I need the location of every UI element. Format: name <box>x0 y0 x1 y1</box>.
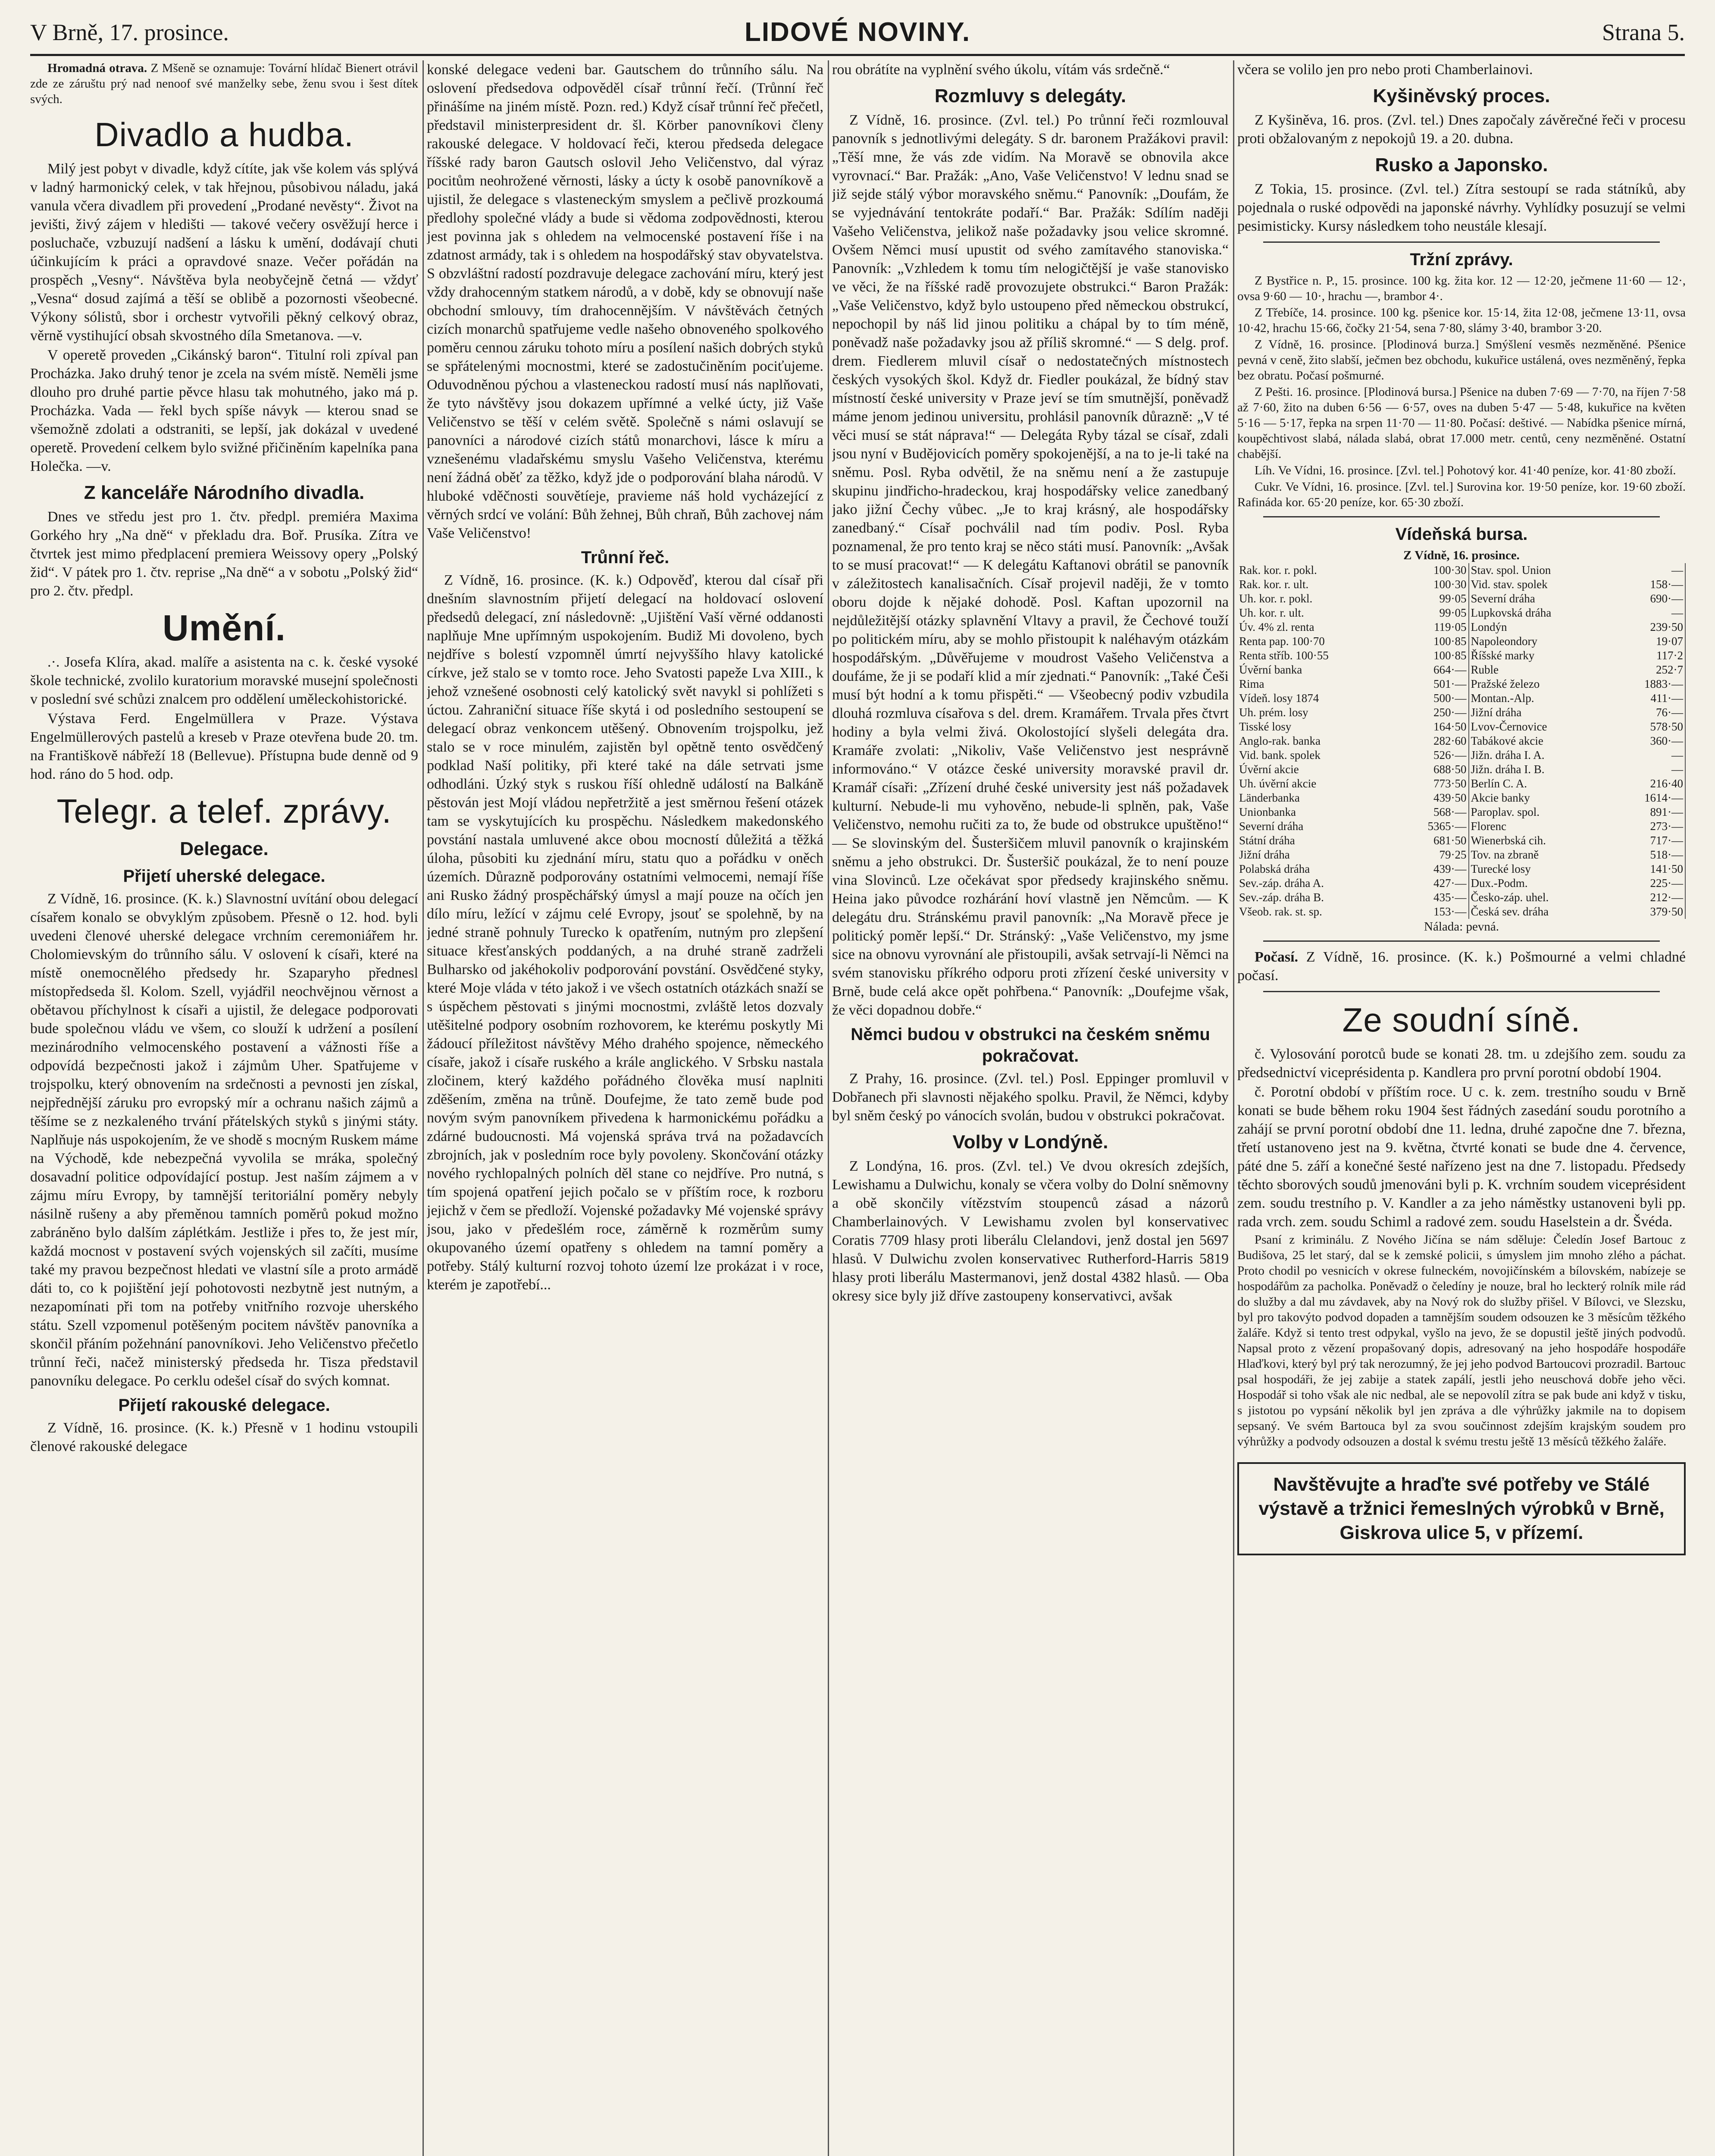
market-report: Z Bystřice n. P., 15. prosince. 100 kg. žita kor. 12 — 12·20, ječmene 11·60 — 12·, ovsa 9·60 — 10·, hrachu —, brambor 4·. <box>1237 274 1686 303</box>
bourse-security-name: Londýn <box>1471 620 1507 633</box>
bourse-quote: 681·50 <box>1396 834 1469 848</box>
bourse-row <box>1237 734 1685 748</box>
bourse-security-name: Unionbanka <box>1239 805 1296 818</box>
bourse-row <box>1237 791 1685 805</box>
art-paragraph-2: Výstava Ferd. Engelmüllera v Praze. Výstava Engelmüllerových pastelů a kreseb v Praze otevřena bude 20. tm. na Františkově nábřeží 18 (Bellevue). Přístupna bude denně od 9 hod. ráno do 5 hod. odp. <box>30 711 418 782</box>
masthead-title: LIDOVÉ NOVINY. <box>744 17 971 47</box>
austrian-delegation-text: Z Vídně, 16. prosince. (K. k.) Přesně v 1 hodinu vstoupili členové rakouské delegace <box>30 1420 418 1454</box>
bourse-quote: 501·— <box>1396 677 1469 691</box>
elections-continued: včera se volilo jen pro nebo proti Chamberlainovi. <box>1237 62 1533 78</box>
bourse-security-name: Severní dráha <box>1239 820 1304 833</box>
exhibition-advertisement: Navštěvujte a hraďte své potřeby ve Stálé výstavě a tržnici řemeslných výrobků v Brně, Giskrova ulice 5, v přízemí. <box>1237 1462 1686 1555</box>
market-reports <box>1237 273 1686 510</box>
delegation-continued: konské delegace vedeni bar. Gautschem do trůnního sálu. Na oslovení předsedova odpověděl císař trůnní řečí. (Trůnní řeč přinášíme na jiném místě. Pozn. red.) Když císař trůnní řeč přečetl, představil ministerpresident dr. šl. Körber panovníkovi členy rakouské delegace. V holdovací řeči, kterou předseda delegace říšské rady baron Gautsch oslovil Jeho Veličenstvo, dal výraz pocitům neohrožené věrnosti, lásky a úcty k osobě panovníkově a ujistil, že delegace s vlasteneckým smyslem a pečlivě prozkoumá předlohy společné vlády a bude si vědoma zodpovědnosti, kterou jest povinna jak s ohledem na velmocenské postavení říše i na zdatnost armády, tak i s ohledem na hospodářský stav obyvatelstva. S obzvláštní radostí pozdravuje delegace zachování míru, který jest vždy drahocenným statkem národů, a v době, kdy se obnovují naše obchodní smlouvy, tím drahocennějším. V návštěvách četných cizích monarchů spatřujeme vedle našeho obnoveného spolkového poměru cennou záruku tohoto míru a posílení našich dobrých styků se spřátelenými mocnostmi, které se zadostučiněním pociťujeme. Oduvodněnou pýchou a vlasteneckou radostí musí nás naplňovati, že tyto návštěvy jsou dokazem upřímné a velké úcty, již Vaše Veličenstvo se těší v celém světě. Společně s námi oslavují se panovníci a národové cizích států monarchovi, lásce k míru a vznešenému vladařskému smyslu Vašeho Veličenstva, kterému není žádná oběť za těžko, když jde o podporování blaha národů. V hluboké vděčnosti souvětíeje, pravieme náš hold vycházející z věrných srdcí ve volání: Bůh žehnej, Bůh chraň, Bůh zachovej nám Vaše Veličenstvo! <box>427 62 823 541</box>
bourse-quote: 225·— <box>1612 876 1685 890</box>
bourse-security-name: Česko-záp. uhel. <box>1471 891 1549 904</box>
court-paragraph-2: č. Porotní období v příštím roce. U c. k. zem. trestního soudu v Brně konati se bude během roku 1904 šest řádných zasedání soudu porotního a zahájí se první porotní období dne 11. ledna, druhé započne dne 7. března, třetí ustanoveno jest na 9. května, čtvrté konati se bude dne 4. července, páté dne 5. září a konečné šesté nařízeno jest na dne 7. listopadu. Předsedy těchto sborových soudů jmenováni byli p. K. vrchním soudem viceprésident zem. soudu trestního p. V. Kandler a za jeho náměstky ustanoveni byli pp. rada vrch. zem. soudu Schiml a radové zem. soudu Haselstein a dr. Švéda. <box>1237 1084 1686 1230</box>
bourse-row <box>1237 805 1685 819</box>
bourse-quote: 117·2 <box>1612 649 1685 663</box>
header-rule <box>30 54 1685 56</box>
bourse-quote: 1883·— <box>1612 677 1685 691</box>
bourse-quote: 100·85 <box>1396 649 1469 663</box>
bourse-quote: 158·— <box>1612 577 1685 592</box>
bourse-row <box>1237 705 1685 720</box>
bourse-security-name: Tisské losy <box>1239 720 1292 733</box>
market-report: Z Pešti. 16. prosince. [Plodinová bursa.] Pšenice na duben 7·69 — 7·70, na říjen 7·58 až 7·60, žito na duben 6·56 — 6·57, oves na duben 5·47 — 5·48, kukuřice na květen 5·16 — 5·17, řepka na srpen 11·70 — 11·80. Počasí: deštivé. — Nabídka pšenice mírná, koupěchtivost slabá, nálada slabá, obrat 17.000 metr. centů, ceny nezměněné. Ostatní chabější. <box>1237 385 1686 461</box>
bourse-quote: 717·— <box>1612 834 1685 848</box>
bourse-security-name: Wienerbská cih. <box>1471 834 1546 847</box>
bourse-security-name: Renta stříb. 100·55 <box>1239 649 1329 662</box>
theatre-heading: Divadlo a hudba. <box>94 116 354 154</box>
bourse-security-name: Jižn. dráha I. A. <box>1471 749 1545 761</box>
kishinev-text: Z Kyšiněva, 16. pros. (Zvl. tel.) Dnes započaly závěrečné řeči v procesu proti obžalovaným z nepokojů 19. a 20. dubna. <box>1237 112 1686 147</box>
bourse-heading: Vídeňská bursa. <box>1395 525 1528 544</box>
bourse-quote: 518·— <box>1612 848 1685 862</box>
bourse-quote: 1614·— <box>1612 791 1685 805</box>
bourse-row <box>1237 606 1685 620</box>
bourse-row <box>1237 848 1685 862</box>
bourse-quote: 5365·— <box>1396 819 1469 834</box>
bourse-row <box>1237 819 1685 834</box>
column-4 <box>1237 60 1686 2156</box>
bourse-security-name: Lupkovská dráha <box>1471 606 1552 619</box>
bourse-security-name: Říšské marky <box>1471 649 1535 662</box>
section-divider <box>1263 991 1660 992</box>
bourse-quote: 891·— <box>1612 805 1685 819</box>
poison-lead: Hromadná otrava. <box>47 61 147 75</box>
bourse-row <box>1237 663 1685 677</box>
court-paragraph-3: Psaní z kriminálu. Z Nového Jičína se nám sděluje: Čeledín Josef Bartouc z Budišova, 25 let starý, dal se k zemské policii, s úmyslem jim mnoho zlého a páchat. Proto chodil po vesnicích v okrese fulneckém, novojičínském a bílovském, nabízeje se hospodářům za pacholka. Poněvadž o čeledíny je nouze, bral ho leckterý rolník mile rád do služby a dal mu závdavek, aby na Nový rok do služby přišel. V Bílovci, ve Slezsku, byl pro takovýto podvod dopaden a tamnějším soudem odsouzen ke 3 měsícům těžkého žaláře. Když si tento trest odpykal, vyšlo na jevo, že se dopustil ještě jiných podvodů. Napsal proto z vězení propašovaný dopis, adresovaný na jeho hospodáře hospodáře Hlaďkovi, který byl prý tak nerozumný, že jej jeho podvod Bartoucovi prozradil. Bartouc psal hospodáři, že jej zabije a statek zapálí, jestli jeho neuschová dobře jeho věci. Hospodář si toho však ale nic nedbal, ale se nepovolíl zítra se pak bude ani když v tisku, s jistotou po vypsání několik byl jen zpráva a dle výhrůžky jakmile na to dopisem sepsaný. Ve svém Bartouca byl za svou součinnost zdejším krajským soudem pro výhrůžky a podvody odsouzen a dostal k svému trestu ještě 13 měsíců těžkého žaláře. <box>1237 1233 1686 1448</box>
bourse-quote: 568·— <box>1396 805 1469 819</box>
bourse-security-name: Rima <box>1239 677 1264 690</box>
bourse-quote: 100·30 <box>1396 563 1469 577</box>
bourse-security-name: Berlín C. A. <box>1471 777 1527 790</box>
obstruction-text: Z Prahy, 16. prosince. (Zvl. tel.) Posl. Eppinger promluvil v Dobřanech při slavnosti nějakého spolku. Pravil, že Němci, kdyby byl sněm český po vánocích svolán, budou v obstrukci pokračovat. <box>832 1071 1229 1124</box>
header-place-date: V Brně, 17. prosince. <box>30 19 229 45</box>
bourse-security-name: Úv. 4% zl. renta <box>1239 620 1314 633</box>
column-rule <box>828 60 829 2156</box>
bourse-quote: 379·50 <box>1612 905 1685 919</box>
bourse-row <box>1237 620 1685 634</box>
bourse-security-name: Napoleondory <box>1471 635 1538 648</box>
bourse-quote: 76·— <box>1612 705 1685 720</box>
bourse-quote: 141·50 <box>1612 862 1685 876</box>
kishinev-heading: Kyšiněvský proces. <box>1373 85 1550 107</box>
bourse-security-name: Rak. kor. r. ult. <box>1239 578 1309 591</box>
austrian-delegation-heading: Přijetí rakouské delegace. <box>118 1396 330 1415</box>
bourse-security-name: Uh. kor. r. pokl. <box>1239 592 1313 605</box>
market-report: Z Třebíče, 14. prosince. 100 kg. pšenice kor. 15·14, žita 12·08, ječmene 13·11, ovsa 10·42, hrachu 15·66, čočky 21·54, sena 7·80, slámy 3·40, brambor 3·20. <box>1237 306 1686 335</box>
bourse-table <box>1237 563 1686 919</box>
weather-lead: Počasí. <box>1255 949 1299 965</box>
bourse-security-name: Anglo-rak. banka <box>1239 734 1321 747</box>
column-1 <box>30 60 418 2156</box>
bourse-row <box>1237 748 1685 762</box>
art-paragraph-1: .·. Josefa Klíra, akad. malíře a asistenta na c. k. české vysoké škole technické, zvolilo kuratorium moravské musejní společnosti v poslední své schůzi znalcem pro oddělení uměleckohistorické. <box>30 654 418 707</box>
bourse-security-name: Polabská dráha <box>1239 862 1310 875</box>
obstruction-heading: Němci budou v obstrukci na českém sněmu pokračovat. <box>851 1025 1210 1065</box>
bourse-quote: 273·— <box>1612 819 1685 834</box>
bourse-security-name: Ruble <box>1471 663 1499 676</box>
market-heading: Tržní zprávy. <box>1410 250 1513 269</box>
bourse-security-name: Tabákové akcie <box>1471 734 1543 747</box>
bourse-quote: 435·— <box>1396 890 1469 905</box>
bourse-security-name: Vid. bank. spolek <box>1239 749 1321 761</box>
bourse-security-name: Vídeň. losy 1874 <box>1239 692 1319 705</box>
bourse-dateline: Z Vídně, 16. prosince. <box>1403 548 1520 562</box>
bourse-quote: — <box>1612 606 1685 620</box>
bourse-quote: 282·60 <box>1396 734 1469 748</box>
theatre-office-text: Dnes ve středu jest pro 1. čtv. předpl. premiéra Maxima Gorkého hry „Na dně“ v překladu dra. Boř. Prusíka. Zítra ve čtvrtek jest mimo předplacení premiera Weissovy opery „Polský žid“. V pátek pro 1. čtv. reprise „Na dně“ a v sobotu „Polský žid“ pro 2. čtv. předpl. <box>30 509 418 599</box>
bourse-security-name: Severní dráha <box>1471 592 1535 605</box>
bourse-security-name: Všeob. rak. st. sp. <box>1239 905 1322 918</box>
bourse-security-name: Renta pap. 100·70 <box>1239 635 1325 648</box>
bourse-security-name: Jižní dráha <box>1239 848 1290 861</box>
bourse-security-name: Vid. stav. spolek <box>1471 578 1548 591</box>
theatre-paragraph-1: Milý jest pobyt v divadle, když cítíte, jak vše kolem vás splývá v ladný harmonický celek, v tak hřejnou, působivou náladu, jaká vanula včera divadlem při provedení „Prodané nevěsty“. Život na jevišti, živý zájem v hledišti — takové večery osvěžují herce i posluchače, vzbuzují nadšení a lásku k umění, dodávají chuti účinkujícím k práci a opravdové snaze. Večer pořádán na prospěch „Vesny“. Návštěva byla neobyčejně četná — vždyť „Vesna“ dosud zajímá a těší se oblibě a pozornosti všeobecné. Výkony sólistů, sbor i orchestr vytvořili pěkný celkový obraz, věrně vystihující obsah skvostného díla Smetanova. —v. <box>30 161 418 344</box>
bourse-security-name: Lvov-Černovice <box>1471 720 1547 733</box>
bourse-row <box>1237 634 1685 649</box>
bourse-row <box>1237 649 1685 663</box>
bourse-quote: 100·85 <box>1396 634 1469 649</box>
bourse-row <box>1237 762 1685 777</box>
market-report: Z Vídně, 16. prosince. [Plodinová burza.] Smýšlení vesměs nezměněné. Pšenice pevná v ceně, žito slabší, ječmen bez obchodu, kukuřice ustálená, oves nezměněný, řepka bez obratu. Počasí pošmurné. <box>1237 338 1686 382</box>
throne-speech-text: Z Vídně, 16. prosince. (K. k.) Odpověď, kterou dal císař při dnešním slavnostním přijetí delegací na holdovací oslovení předsedů delegací, zní následovně: „Ujištění Vaší věrné oddanosti naplňuje Mne upřímným uspokojením. Budiž Mi dovoleno, bych nejdříve s bolestí vzpomněl úmrtí nejvyššího hlavy katolické církve, jež stalo se v tomto roce. Jeho Svatosti papeže Lva XIII., k jehož vznešené osobnosti celý katolický svět navykl si pohlížeti s úctou. Zahraniční situace říše skytá i od posledního sestoupení se delegací obraz venkoncem utěšený. Obnovením trojspolku, jež stalo se v roce minulém, zajistěn byl opětně tento osvědčený podklad Naší politiky, při které také na dále setrvati jsme odhodláni. Úzký styk s ruskou říší ohledně událostí na Balkáně pěstován jest Mojí vládou nepřetržitě a jest směrnou řešení otázek tam se vyskytujících ku prospěchu. Následkem makedonského povstání nastala umluvené akce obou mocností důležitá a těžká úloha, působiti ku zjednání míru, statu quo a pořádku v oněch územích. Důrazně podporovány ostatními velmocemi, nemají říše ani Rusko žádný prospěchářský úmysl a mají pouze na očích jen dílo míru, ležící v zájmu celé Evropy, jsouť se spolehně, by na jedné straně pohnuly Turecko k opatřením, nutným pro zlepšení situace křesťanských poddaných, a na druhé straně zadrželi Bulharsko od jakéhokoliv podporování povstání. Osvědčené styky, které Moje vláda v této jakož i ve všech ostatních otázkách snaží se s úspěchem pěstovati s jinými mocnostmi, zvláště letos dozvaly utěšitelné podpory osobním rozhovorem, ke kterému poskytly Mi žádoucí příležitost návštěvy Mého drahého spojence, německého císaře, jakož i císaře ruského a krále anglického. V Srbsku nastala zločinem, který každého pořádného člověka musí naplniti zděšením, změna na trůně. Doufejme, že tato země bude pod novým svým panovníkem přivedena k harmonickému pořádku a zdárné budoucnosti. Má vojenská správa trvá na požadavcích zbrojních, jak v posledním roce byly povoleny. Skončování otázky nového rychlopalných polních děl stane co nejdříve. Pro nutná, s tím spojená opatření jejich počalo se v příštím roce, k rozboru jejichž v čem se předloží. Vojenské požadavky Mé vojenské správy jsou, jako v předešlém roce, záměrně k rozměrům sumy okupovaného území opatřeny s ohledem na tamní poměry a potřeby. Stálý kulturní rozvoj tohoto území lze prokázat i v roce, kterém je zapotřebí... <box>427 572 823 1293</box>
market-report: Líh. Ve Vídni, 16. prosince. [Zvl. tel.] Pohotový kor. 41·40 peníze, kor. 41·80 zboží. <box>1255 464 1676 477</box>
bourse-quote: 216·40 <box>1612 777 1685 791</box>
bourse-security-name: Česká sev. dráha <box>1471 905 1549 918</box>
bourse-row <box>1237 592 1685 606</box>
delegation-heading: Delegace. <box>180 838 269 859</box>
bourse-security-name: Sev.-záp. dráha B. <box>1239 891 1324 904</box>
market-report: Cukr. Ve Vídni, 16. prosince. [Zvl. tel.] Surovina kor. 19·50 peníze, kor. 19·60 zboží. Rafináda kor. 65·20 peníze, kor. 65·30 zboží. <box>1237 480 1686 509</box>
bourse-security-name: Jižní dráha <box>1471 706 1522 719</box>
bourse-row <box>1237 577 1685 592</box>
bourse-security-name: Akcie banky <box>1471 791 1530 804</box>
weather-text: Z Vídně, 16. prosince. (K. k.) Pošmourné a velmi chladné počasí. <box>1237 949 1686 984</box>
bourse-row <box>1237 777 1685 791</box>
hungarian-delegation-text: Z Vídně, 16. prosince. (K. k.) Slavnostní uvítání obou delegací císařem konalo se obvyklým způsobem. Přesně o 12. hod. byli uvedeni členové uherské delegace vrchním ceremoniářem hr. Cholomievským do trůnního sálu. V oslovení k císaři, které na místě onemocnělého předsedy hr. Szaparyho přednesl místopředseda šl. Kolom. Szell, vyjádřil neochvějnou věrnost a obětavou příchylnost k císaři a ujistil, že delegace podporovati bude společnou vládu ve všem, co slouží k udržení a posílení mezinárodního velmocenského postavení a vážnosti říše a odpovídá bezpečnosti jakož i zájmům Uher. Spatřujeme v trojspolku, který obnovením na srdečnosti a pevnosti jen získal, nejpřednější záruku pro evropský mír a ochranu našich zájmů a těšíme se z nezkaleného trvání přátelských styků s jinými státy. Naplňuje nás uspokojením, že ve shodě s mocným Ruskem máme na Východě, kde nebezpečná vyvolila se mráka, společný dosavadní politice odpovídající postup. Jest naším zájmem a v zájmu míru Evropy, by tamnější teritoriální poměry nebyly násilně rušeny a aby přeměnou tamních poměrů pokud možno zabráněno bylo dalším záplétkám. Jestliže i přes to, že jest mír, každá mocnost v postavení svých vojenských sil začíti, musíme také my pravou bezpečnost hledati ve vlastní síle a proto armádě dáti to, co k pojištění její pohotovosti nezbytně jest nutným, a nezapomínati při tom na potřeby vnitřního rozvoje uherského státu. Szell vzpomenul potěšeným pocitem návštěv panovníka a skončil přáním požehnání panovníkovi. Jeho Veličenstvo přečetlo trůnní řeči, načež ministerský předseda hr. Tisza představil panovníku delegace. Po cerklu odešel císař do svých komnat. <box>30 891 418 1389</box>
bourse-quote: — <box>1612 748 1685 762</box>
bourse-security-name: Jižn. dráha I. B. <box>1471 763 1545 776</box>
bourse-quote: 153·— <box>1396 905 1469 919</box>
bourse-quote: 119·05 <box>1396 620 1469 634</box>
bourse-security-name: Sev.-záp. dráha A. <box>1239 877 1324 890</box>
russia-japan-text: Z Tokia, 15. prosince. (Zvl. tel.) Zítra sestoupí se rada státníků, aby pojednala o ruské odpovědi na japonské návrhy. Vyhlídky posuzují se velmi pesimisticky. Kursy následkem toho neustále klesají. <box>1237 181 1686 234</box>
court-paragraph-1: č. Vylosování porotců bude se konati 28. tm. u zdejšího zem. soudu za předsednictví viceprésidenta p. Kandlera pro první porotní období 1904. <box>1237 1046 1686 1081</box>
section-divider <box>1263 940 1660 942</box>
bourse-security-name: Uh. kor. r. ult. <box>1239 606 1304 619</box>
bourse-row <box>1237 862 1685 876</box>
bourse-quote: 690·— <box>1612 592 1685 606</box>
bourse-row <box>1237 890 1685 905</box>
bourse-quote: 439·— <box>1396 862 1469 876</box>
bourse-security-name: Úvěrní banka <box>1239 663 1302 676</box>
bourse-row <box>1237 691 1685 705</box>
london-elections-heading: Volby v Londýně. <box>952 1131 1108 1153</box>
bourse-row <box>1237 720 1685 734</box>
bourse-security-name: Uh. prém. losy <box>1239 706 1308 719</box>
bourse-quote: 239·50 <box>1612 620 1685 634</box>
bourse-quote: 773·50 <box>1396 777 1469 791</box>
theatre-office-heading: Z kanceláře Národního divadla. <box>84 482 365 503</box>
bourse-quote: 79·25 <box>1396 848 1469 862</box>
bourse-security-name: Státní dráha <box>1239 834 1295 847</box>
bourse-mood: Nálada: pevná. <box>1424 920 1499 934</box>
conversations-heading: Rozmluvy s delegáty. <box>934 85 1127 107</box>
bourse-security-name: Pražské železo <box>1471 677 1540 690</box>
bourse-quote: 164·50 <box>1396 720 1469 734</box>
london-elections-text: Z Londýna, 16. pros. (Zvl. tel.) Ve dvou okresích zdejších, Lewishamu a Dulwichu, konaly se včera volby do Dolní sněmovny a obě skončily vítězstvím stoupenců zásad a názorů Chamberlainových. V Lewishamu zvolen byl konservativec Coratis 7709 hlasy proti liberálu Clelandovi, jenž dostal jen 5697 hlasů. V Dulwichu zvolen konservativec Rutherford-Harris 5819 hlasy proti liberálu Mastermanovi, jenž dostal 4382 hlasů. — Oba okresy sice byly již dříve zastoupeny konservativci, avšak <box>832 1158 1229 1304</box>
bourse-quote: 578·50 <box>1612 720 1685 734</box>
column-rule <box>1233 60 1234 2156</box>
bourse-security-name: Montan.-Alp. <box>1471 692 1534 705</box>
bourse-quote: 664·— <box>1396 663 1469 677</box>
column-2 <box>427 60 823 2156</box>
column-rule <box>422 60 424 2156</box>
bourse-quote: 212·— <box>1612 890 1685 905</box>
speech-continued: rou obrátíte na vyplnění svého úkolu, vítám vás srdečně.“ <box>832 62 1170 78</box>
bourse-row <box>1237 834 1685 848</box>
bourse-security-name: Florenc <box>1471 820 1507 833</box>
bourse-row <box>1237 905 1685 919</box>
bourse-security-name: Turecké losy <box>1471 862 1531 875</box>
bourse-quote: 250·— <box>1396 705 1469 720</box>
bourse-quote: 99·05 <box>1396 592 1469 606</box>
bourse-quote: 688·50 <box>1396 762 1469 777</box>
bourse-quote: 99·05 <box>1396 606 1469 620</box>
column-3 <box>832 60 1229 2156</box>
bourse-quote: 252·7 <box>1612 663 1685 677</box>
bourse-security-name: Uh. úvěrní akcie <box>1239 777 1317 790</box>
bourse-quote: 411·— <box>1612 691 1685 705</box>
bourse-quote: — <box>1612 762 1685 777</box>
page-number: Strana 5. <box>1602 19 1685 45</box>
bourse-quote: 427·— <box>1396 876 1469 890</box>
section-divider <box>1263 241 1660 243</box>
bourse-security-name: Dux.-Podm. <box>1471 877 1528 890</box>
art-heading: Umění. <box>162 608 286 648</box>
bourse-quote: 526·— <box>1396 748 1469 762</box>
bourse-quote: 360·— <box>1612 734 1685 748</box>
conversations-text: Z Vídně, 16. prosince. (Zvl. tel.) Po trůnní řeči rozmlouval panovník s jednotlivými delegáty. S dr. baronem Pražákovi pravil: „Těší mne, že vás zde vidím. Na Moravě se obnovila akce vyrovnací.“ Bar. Pražák: „Ano, Vaše Veličenstvo! V lednu snad se již sejde stálý výbor moravského sněmu.“ Panovník: „Doufám, že se vyjednávání tentokráte podaří.“ Bar. Pražák: Sdílím naději Vašeho Veličenstva, jelikož naše požadavky jsou velice skromné. Ovšem Němci musí upustit od svého zamítavého stanoviska.“ Panovník: „Vzhledem k tomu tím nelogičtější je vaše stanovisko ve věci, že na říšské radě provozujete obstrukci.“ Baron Pražák: „Vaše Veličenstvo, když bylo ustoupeno před německou obstrukcí, nepochopil by náš lid jinou politiku a chápal by to tím méně, poněvadž naše požadavky jsou až příliš skromné.“ — S delg. prof. drem. Fiedlerem mluvil císař o nedostatečných místnostech českých vysokých škol. Když dr. Fiedler poukázal, že bídný stav místností české university v Praze jeví se tím smutnější, poněvadž máme jenom jedinou universitu, prohlásil panovník důrazně: „V té věci musí se stát náprava!“ — Delegáta Ryby tázal se císař, zdali jsou nyní v Budějovicích poměry spokojenější, a na to je-li také na sněmu. Posl. Ryba odvětil, že na sněmu není a že zastupuje skupinu jindřicho-hradeckou, kraj hospodářsky velice zanedbaný jako jižní Čechy vůbec. „Je to kraj krásný, ale hospodářsky zanedbaný.“ Císař pochválil nad tím podiv. Posl. Ryba poznamenal, že pro tento kraj se něco státi musí. Panovník: „Avšak to se musí pracovat!“ — K delegátu Kaftanovi obrátil se panovník v záležitostech kanalisačních. Císař projevil naději, že v tomto oboru dojde k nějaké dohodě. Posl. Kaftan upozornil na nejdůležitější otázky splavnění Vltavy a pravil, že Čechové touží po politickém míru, aby se mohlo přistoupit k naléhavým otázkám hospodářským. „Důvěřujeme v moudrost Vašeho Veličenstva a doufáme, že ji se podaří klid a mír zjednati.“ Panovník: „Také Češi musí být hodní a k tomu přispěti.“ — Všeobecný podiv vzbudila dlouhá rozmluva císařova s del. drem. Kramářem. Trvala přes čtvrt hodiny a byla velmi živá. Okolostojící slyšeli delegáta dra. Kramáře zvolati: „Nikoliv, Vaše Veličenstvo jest nesprávně informováno.“ V otázce české university moravské pravil dr. Kramář císaři: „Zřízení druhé české university jest náš požadavek kulturní. Nebude-li mu vyhověno, nebude-li splněn, pak, Vaše Veličenstvo, nemohu ručiti za to, že bude od obstrukce upuštěno!“ — Se slovinským del. Šusteršičem mluvil panovník o krajinském sněmu a jeho obstrukci. Dr. Šusteršič poukázal, že to není pouze vina Slovinců. Lze očekávat spor předsedy krajinského sněmu. Heina jako původce rozhárání hoví vlastně jen Němcům. — K delegátu dru. Stránskému pravil panovník: „Na Moravě přece je politický poměr lepší.“ Dr. Stránský: „Vaše Veličenstvo, my jsme sice na obnovu vyrovnání ale přistoupili, avšak setrvají-li Němci na svém stanovisku příkrého odporu proti zřízení české university v Brně, bude celá akce opět pohřbena.“ Panovník: „Doufejme však, že věci dopadnou dobře.“ <box>832 112 1229 1018</box>
bourse-security-name: Stav. spol. Union <box>1471 564 1551 577</box>
poison-text: Z Mšeně se oznamuje: Tovární hlídač Bienert otrávil zde ze záruštu prý nad nenoof své manželky sebe, ženu svou i šest dítek svých. <box>30 61 418 106</box>
bourse-quote: 439·50 <box>1396 791 1469 805</box>
bourse-security-name: Úvěrní akcie <box>1239 763 1299 776</box>
running-head <box>30 13 1685 52</box>
bourse-quote: — <box>1612 563 1685 577</box>
bourse-security-name: Tov. na zbraně <box>1471 848 1539 861</box>
bourse-quote: 100·30 <box>1396 577 1469 592</box>
bourse-quote: 19·07 <box>1612 634 1685 649</box>
bourse-row <box>1237 677 1685 691</box>
court-heading: Ze soudní síně. <box>1342 1001 1581 1039</box>
bourse-quote: 500·— <box>1396 691 1469 705</box>
bourse-security-name: Paroplav. spol. <box>1471 805 1540 818</box>
bourse-security-name: Länderbanka <box>1239 791 1300 804</box>
bourse-row <box>1237 876 1685 890</box>
bourse-security-name: Rak. kor. r. pokl. <box>1239 564 1317 577</box>
hungarian-delegation-heading: Přijetí uherské delegace. <box>123 867 325 886</box>
bourse-row <box>1237 563 1685 577</box>
telegraph-heading: Telegr. a telef. zprávy. <box>56 792 392 830</box>
russia-japan-heading: Rusko a Japonsko. <box>1375 154 1548 175</box>
throne-speech-heading: Trůnní řeč. <box>581 548 670 567</box>
section-divider <box>1263 516 1660 517</box>
theatre-paragraph-2: V operetě proveden „Cikánský baron“. Titulní roli zpíval pan Procházka. Jako druhý tenor je zcela na svém místě. Neměli jsme dlouho pro druhé partie pěvce hlasu tak mohutného, jako má p. Procházka. Vada — řekl bych spíše návyk — kterou snad se všemožně zdolati a odstraniti, se lepší, jak dokázal v uvedené operetě. Provedení celkem bylo svižné přičiněním kapelníka pana Holečka. —v. <box>30 347 418 474</box>
